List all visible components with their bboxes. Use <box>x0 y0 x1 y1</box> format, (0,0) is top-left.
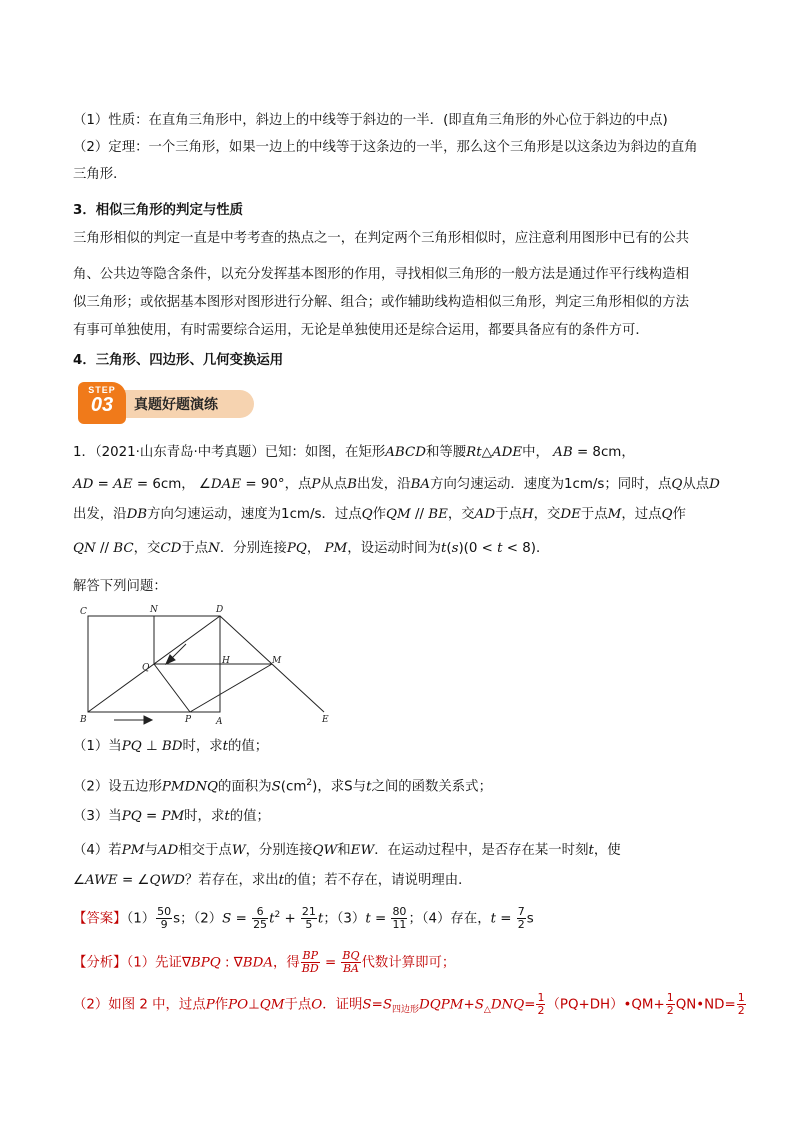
step-number: 03 <box>90 394 114 416</box>
text-line: 角、公共边等隐含条件，以充分发挥基本图形的作用，寻找相似三角形的一般方法是通过作平行线构造相 <box>73 267 689 282</box>
text-line: 有事可单独使用，有时需要综合运用，无论是单独使用还是综合运用，都要具备应有的条件方可． <box>73 323 649 338</box>
label-a: A <box>216 717 223 726</box>
text-line: （1）性质：在直角三角形中，斜边上的中线等于斜边的一半．(即直角三角形的外心位于斜边的中点) <box>73 113 668 128</box>
step-word: STEP <box>88 385 116 395</box>
text-line: 三角形． <box>73 167 127 182</box>
analysis-line-2: （2）如图 2 中，过点P作PO⊥QM于点O．证明$S=S_{四边形}DQPM+S_\triangle DNQ=$ $\frac{1}{2}$ （PQ+DH）•QM+ $\frac{1}{2}$ QN•ND= $\frac{1}{2}$ <box>73 991 745 1017</box>
label-q: Q <box>142 663 150 673</box>
answer-line: 【答案】（1） $\frac{50}{9}$ s；（2）S = $\frac{6}{25}$ $t^2$ + $\frac{21}{5}$ t；（3）t = $\frac{80}{11}$ ；（4）存在，t = $\frac{7}{2}$ s <box>73 905 534 931</box>
label-n: N <box>150 605 158 615</box>
problem-line: 1．（2021·山东青岛·中考真题）已知：如图，在矩形ABCD和等腰Rt△ADE中， AB = 8cm， <box>73 445 635 460</box>
step-banner <box>78 380 258 428</box>
subquestion-4-cont: ∠AWE = ∠QWD？若存在，求出t的值；若不存在，请说明理由． <box>73 873 472 888</box>
geometry-figure <box>74 600 336 726</box>
arrow-head-p <box>144 716 152 724</box>
figure-labels <box>79 605 329 726</box>
analysis-label: 【分析】 <box>73 955 127 971</box>
problem-line: QN // BC，交CD于点N．分别连接PQ， PM，设运动时间为t(s)(0 < t < 8)． <box>73 541 550 556</box>
segment-pq <box>154 664 190 712</box>
problem-line: AD = AE = 6cm， ∠DAE = 90°，点P从点B出发，沿BA方向匀速运动．速度为1cm/s；同时，点Q从点D <box>73 477 720 492</box>
text-line: 三角形相似的判定一直是中考考查的热点之一，在判定两个三角形相似时，应注意利用图形中已有的公共 <box>73 231 689 246</box>
label-c: C <box>80 607 87 617</box>
label-b: B <box>80 715 87 725</box>
subquestion-2: （2）设五边形PMDNQ的面积为$S(cm^2)$，求S与t之间的函数关系式； <box>73 778 492 795</box>
step-badge <box>78 382 126 424</box>
text-line: 似三角形；或依据基本图形对图形进行分解、组合；或作辅助线构造相似三角形，判定三角形相似的方法 <box>73 295 689 310</box>
label-e: E <box>322 715 329 725</box>
analysis-line: 【分析】（1）先证∇BPQ : ∇BDA，得 $\frac{BP}{BD}$ = $\frac{BQ}{BA}$ 代数计算即可； <box>73 949 456 975</box>
subquestion-1: （1）当PQ ⊥ BD时，求t的值； <box>73 739 269 754</box>
label-p: P <box>185 715 192 725</box>
segment-pm <box>190 664 272 712</box>
problem-line: 解答下列问题： <box>73 579 167 594</box>
text-line: （2）定理：一个三角形，如果一边上的中线等于这条边的一半，那么这个三角形是以这条边为斜边的直角 <box>73 140 698 155</box>
answer-label: 【答案】 <box>73 911 127 927</box>
subquestion-4: （4）若PM与AD相交于点W，分别连接QW和EW．在运动过程中，是否存在某一时刻t，使 <box>73 843 621 858</box>
label-h: H <box>222 656 230 666</box>
label-d: D <box>216 605 224 615</box>
step-title: 真题好题演练 <box>134 397 218 413</box>
section-heading: 4．三角形、四边形、几何变换运用 <box>73 353 284 368</box>
problem-line: 出发，沿DB方向匀速运动，速度为1cm/s．过点Q作QM // BE，交AD于点H，交DE于点M，过点Q作 <box>73 507 686 522</box>
section-heading: 3．相似三角形的判定与性质 <box>73 203 244 218</box>
subquestion-3: （3）当PQ = PM时，求t的值； <box>73 809 270 824</box>
label-m: M <box>272 656 282 666</box>
